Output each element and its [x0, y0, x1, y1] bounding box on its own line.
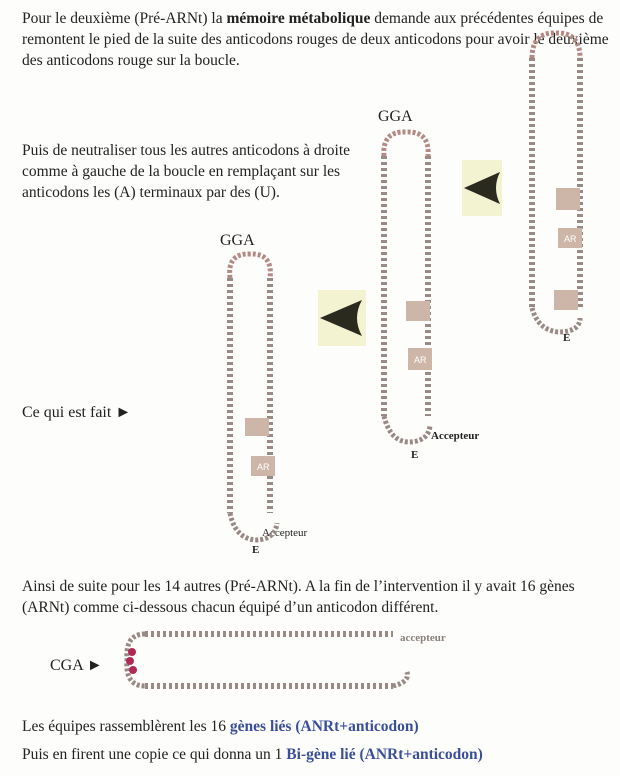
trna-hairpin-left — [215, 248, 295, 548]
arrow-left-icon — [318, 290, 366, 346]
svg-text:AR: AR — [564, 234, 577, 244]
paragraph-memory: Pour le deuxième (Pré-ARNt) la mémoire métabolique demande aux précédentes équipes de remontent le pied de la suite des anticodons rouges de deux anticodons pour avoir le deuxième des anticodons rouge sur la boucle. — [22, 10, 609, 69]
label-gga-left: GGA — [220, 232, 255, 249]
line-equipes: Les équipes rassemblèrent les 16 gènes liés (ANRt+anticodon) — [22, 718, 419, 735]
bold-memoire: mémoire métabolique — [226, 10, 371, 27]
arrow-mid-icon — [462, 160, 502, 216]
arrow-box-left — [318, 290, 366, 346]
label-gga-mid: GGA — [378, 108, 413, 125]
line-copie: Puis en firent une copie ce qui donna un 1 Bi-gène lié (ANRt+anticodon) — [22, 746, 483, 763]
label-e-right: E — [563, 332, 571, 344]
ar-block-mid — [406, 301, 432, 370]
label-cga: CGA ► — [50, 657, 103, 674]
link-genes-lies: gènes liés (ANRt+anticodon) — [229, 718, 419, 735]
link-bi-gene-lie: Bi-gène lié (ANRt+anticodon) — [286, 746, 483, 763]
label-accepteur-mid: Accepteur — [431, 430, 480, 442]
paragraph-ainsi-de-suite: Ainsi de suite pour les 14 autres (Pré-ARNt). A la fin de l’intervention il y avait 16 gènes (ARNt) comme ci-dessous chacun équipé d’un anticodon différent. — [22, 578, 575, 616]
paragraph-neutraliser: Puis de neutraliser tous les autres anticodons à droite comme à gauche de la boucle en remplaçant sur les anticodons les (A) terminaux par des (U). — [22, 142, 351, 201]
label-ce-qui-est-fait: Ce qui est fait ► — [22, 404, 132, 421]
label-e-mid: E — [411, 449, 419, 461]
label-accepteur-left: Accepteur — [262, 527, 308, 539]
arrow-box-mid — [462, 160, 502, 216]
trna-hairpin-right — [522, 28, 602, 338]
label-accepteur-bottom: accepteur — [400, 632, 446, 644]
trna-hairpin-mid — [372, 126, 452, 446]
trna-horizontal-bottom — [125, 626, 425, 696]
svg-text:AR: AR — [257, 462, 270, 472]
ar-block-right — [554, 188, 582, 310]
label-e-left: E — [252, 544, 260, 556]
svg-text:AR: AR — [414, 355, 427, 365]
